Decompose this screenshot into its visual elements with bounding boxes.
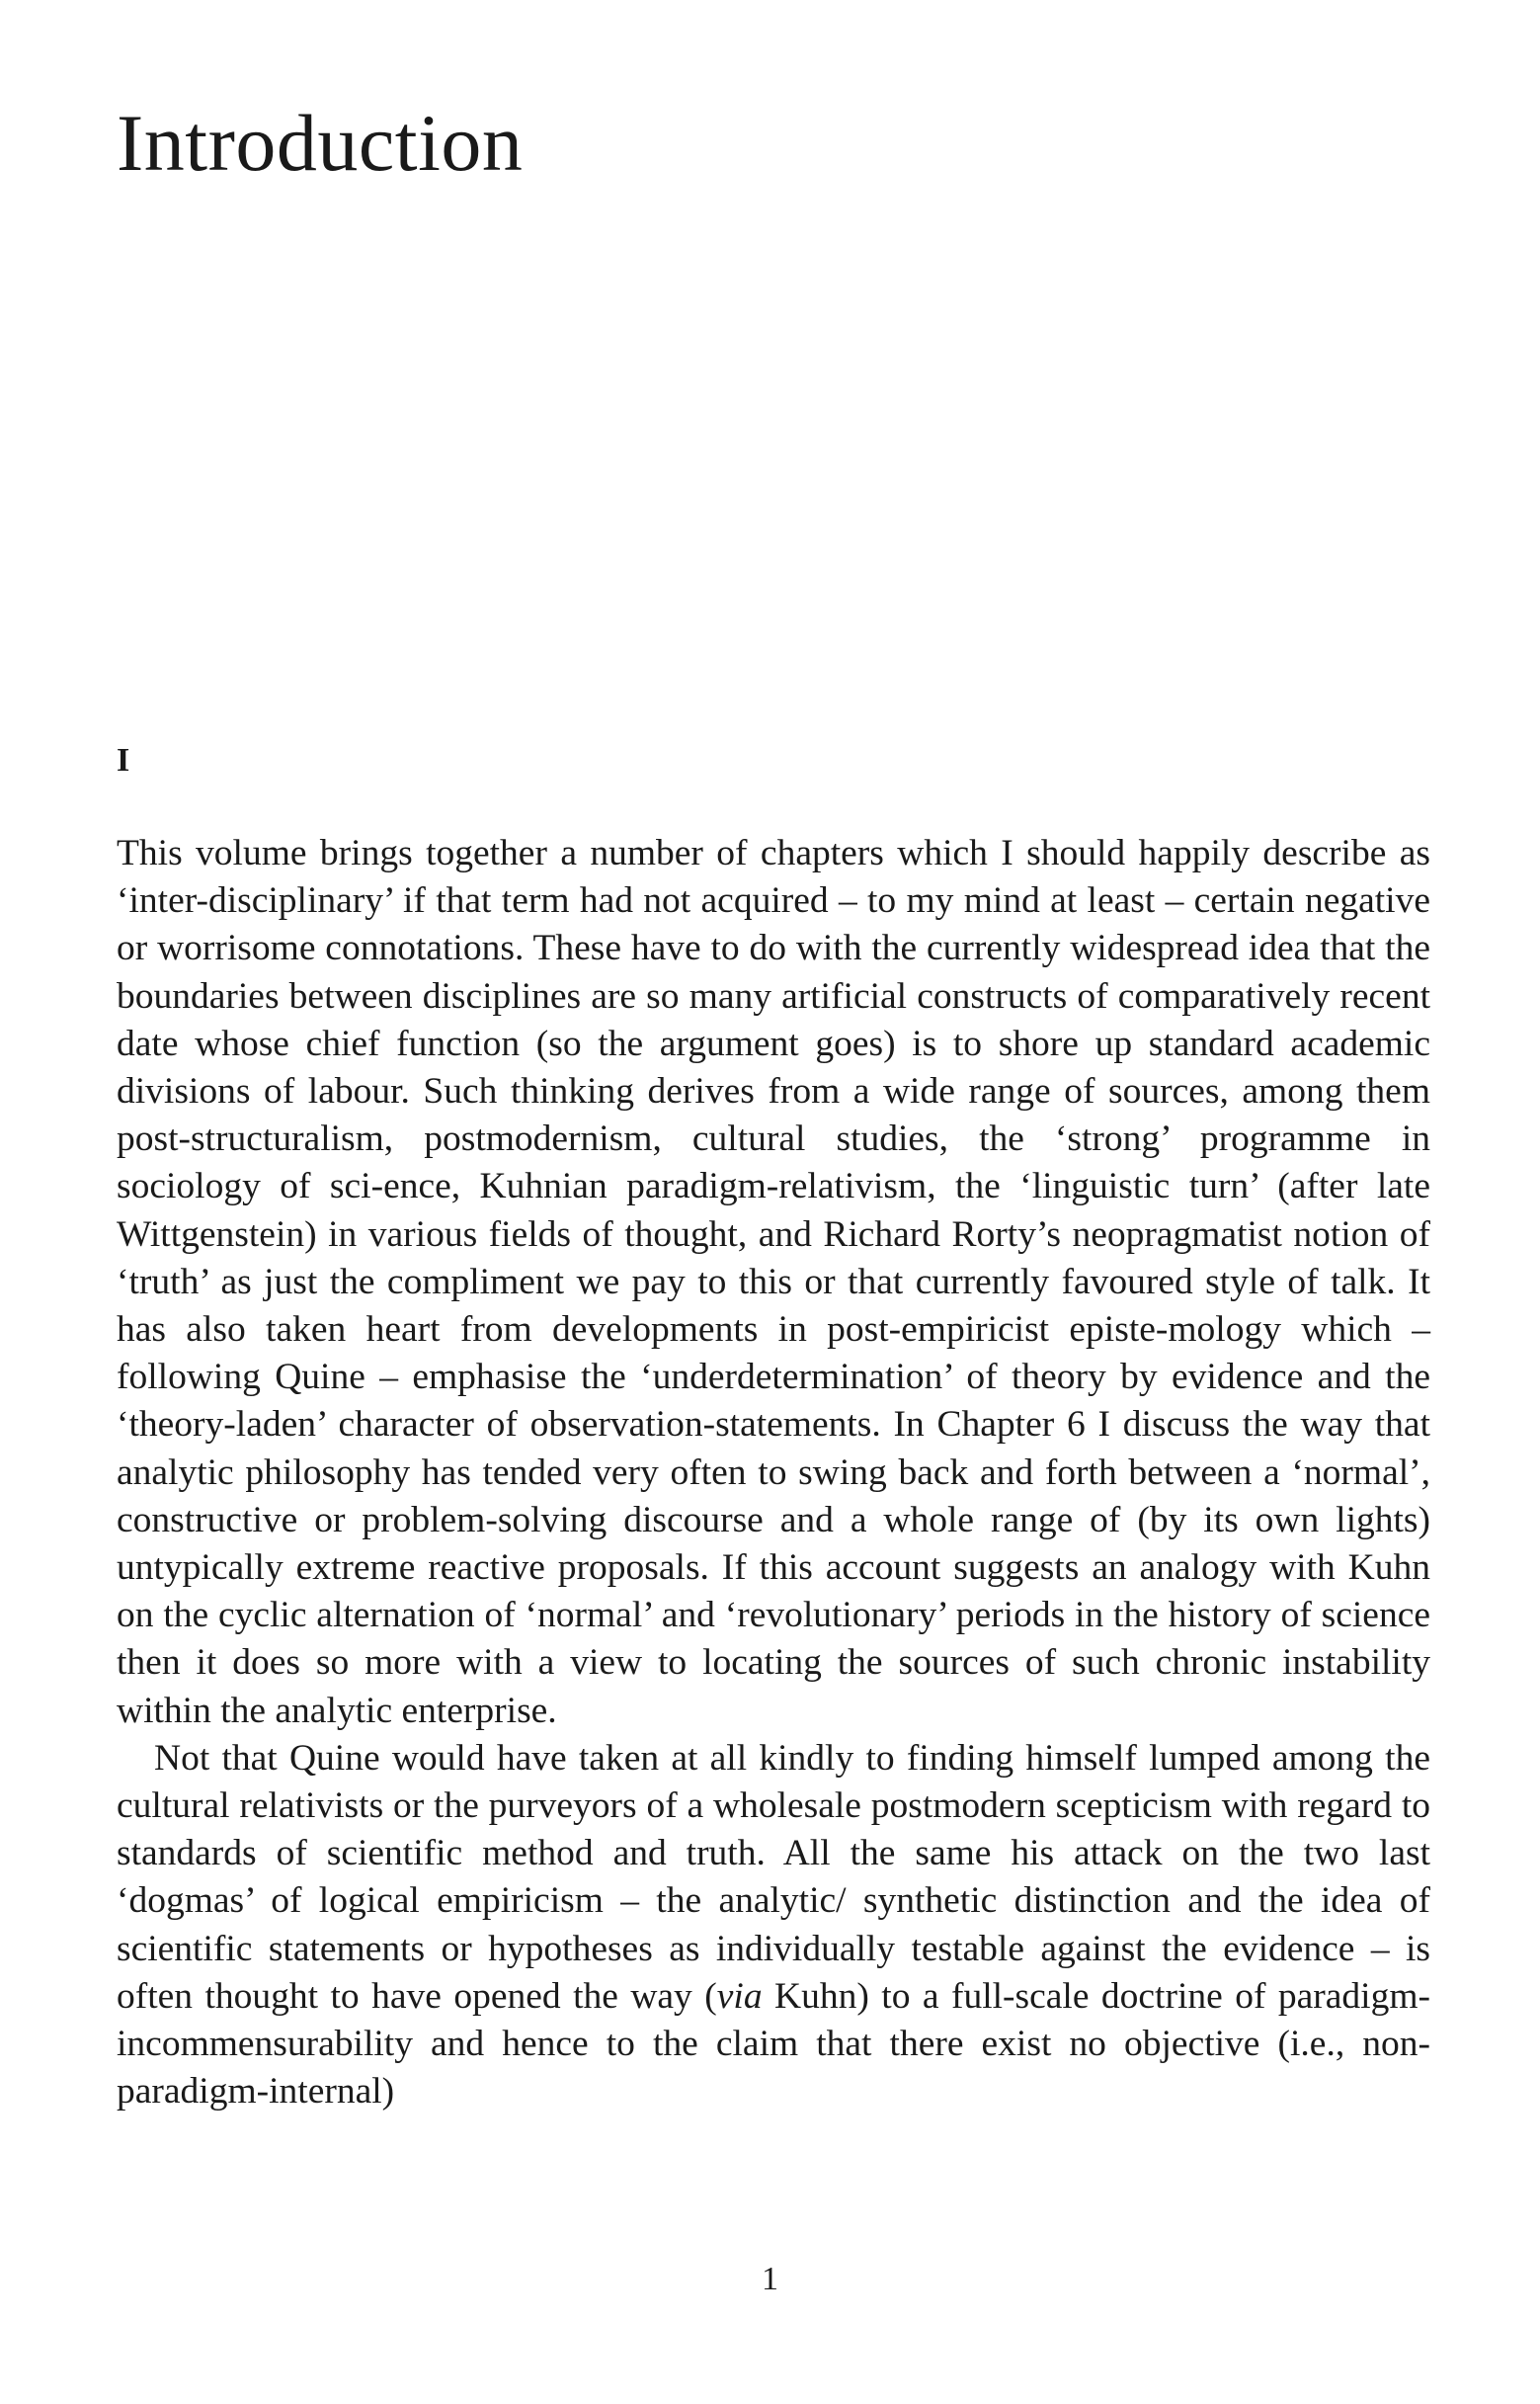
section-numeral: I (117, 742, 130, 779)
paragraph-2-text-end: Kuhn) to a full-scale doctrine of paradigm-incommensurability and hence to the claim that there exist no objective (i.e., non-paradigm-internal) (117, 1975, 1430, 2113)
paragraph-2-text-start: Not that Quine would have taken at all kindly to finding himself lumped among the cultural relativists or the purveyors of a wholesale postmodern scepticism with regard to standards of scientific method and truth. All the same his attack on the two last ‘dogmas’ of logical empiricism – the analytic/ synthetic distinction and the idea of scientific statements or hypotheses as individually testable against the evidence – is often thought to have opened the way ( (117, 1737, 1430, 2017)
paragraph-2-italic-via: via (716, 1975, 763, 2017)
page-number: 1 (762, 2261, 778, 2297)
paragraph-1-text: This volume brings together a number of chapters which I should happily describe as ‘inter-disciplinary’ if that term had not acquired – to my mind at least – certain negative or worrisome connotations. These have to do with the currently widespread idea that the boundaries between disciplines are so many artificial constructs of comparatively recent date whose chief function (so the argument goes) is to shore up standard academic divisions of labour. Such thinking derives from a wide range of sources, among them post-structuralism, postmodernism, cultural studies, the ‘strong’ programme in sociology of sci-ence, Kuhnian paradigm-relativism, the ‘linguistic turn’ (after late Wittgenstein) in various fields of thought, and Richard Rorty’s neopragmatist notion of ‘truth’ as just the compliment we pay to this or that currently favoured style of talk. It has also taken heart from developments in post-empiricist episte-mology which – following Quine – emphasise the ‘underdetermination’ of theory by evidence and the ‘theory-laden’ character of observation-statements. In Chapter 6 I discuss the way that analytic philosophy has tended very often to swing back and forth between a ‘normal’, constructive or problem-solving discourse and a whole range of (by its own lights) untypically extreme reactive proposals. If this account suggests an analogy with Kuhn on the cyclic alternation of ‘normal’ and ‘revolutionary’ periods in the history of science then it does so more with a view to locating the sources of such chronic instability within the analytic enterprise. (117, 833, 1430, 1731)
chapter-title: Introduction (117, 98, 524, 188)
paragraph-1 (117, 830, 1430, 1735)
body-text (117, 830, 1430, 2115)
paragraph-2 (117, 1735, 1430, 2116)
